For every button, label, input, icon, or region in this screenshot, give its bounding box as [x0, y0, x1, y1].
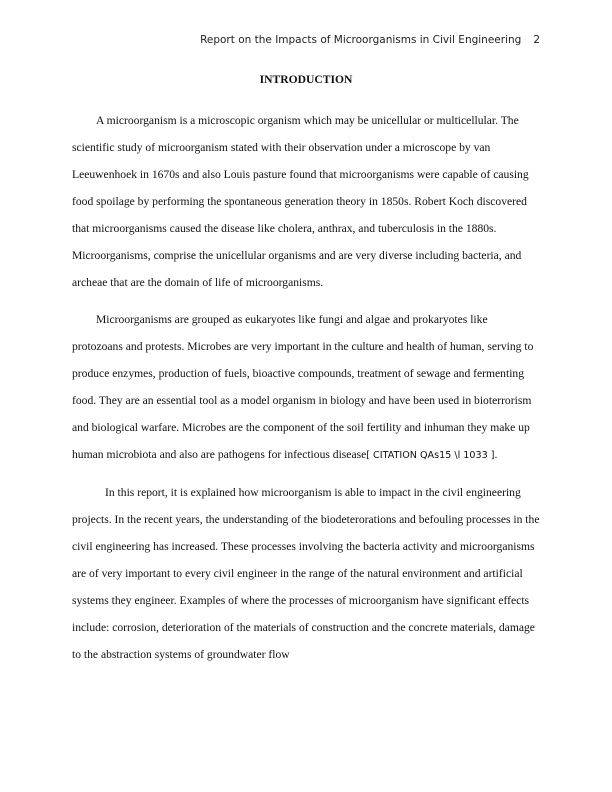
paragraph-2 [72, 306, 540, 469]
page-number: 2 [533, 34, 540, 46]
header-title: Report on the Impacts of Microorganisms in Civil Engineering [200, 34, 522, 46]
document-body [72, 71, 540, 668]
paragraph-3: In this report, it is explained how microorganism is able to impact in the civil engineering projects. In the recent years, the understanding of the biodeterorations and befouling processes in the civil engineering has increased. These processes involving the bacteria activity and microorganisms are of very important to every civil engineer in the range of the natural environment and artificial systems they engineer. Examples of where the processes of microorganism have significant effects include: corrosion, deterioration of the materials of construction and the concrete materials, damage to the abstraction systems of groundwater flow [72, 486, 540, 661]
running-header [72, 34, 540, 46]
paragraph-2-text: Microorganisms are grouped as eukaryotes like fungi and algae and prokaryotes like protozoans and protests. Microbes are very important in the culture and health of human, serving to produce enzymes, production of fuels, bioactive compounds, treatment of sewage and fermenting food. They are an essential tool as a model organism in biology and have been used in bioterrorism and biological warfare. Microbes are the component of the soil fertility and inhuman they make up human microbiota and also are pathogens for infectious disease [72, 313, 534, 461]
paragraph-2-end: . [494, 448, 498, 461]
citation-field: [ CITATION QAs15 \l 1033 ] [366, 450, 495, 461]
section-heading: INTRODUCTION [259, 73, 353, 86]
paragraph-1: A microorganism is a microscopic organism which may be unicellular or multicellular. The scientific study of microorganism stated with their observation under a microscope by van Leeuwenhoek in 1670s and also Louis pasture found that microorganisms were capable of causing food spoilage by performing the spontaneous generation theory in 1850s. Robert Koch discovered that microorganisms caused the disease like cholera, anthrax, and tuberculosis in the 1880s. Microorganisms, comprise the unicellular organisms and are very diverse including bacteria, and archeae that are the domain of life of microorganisms. [72, 114, 529, 289]
